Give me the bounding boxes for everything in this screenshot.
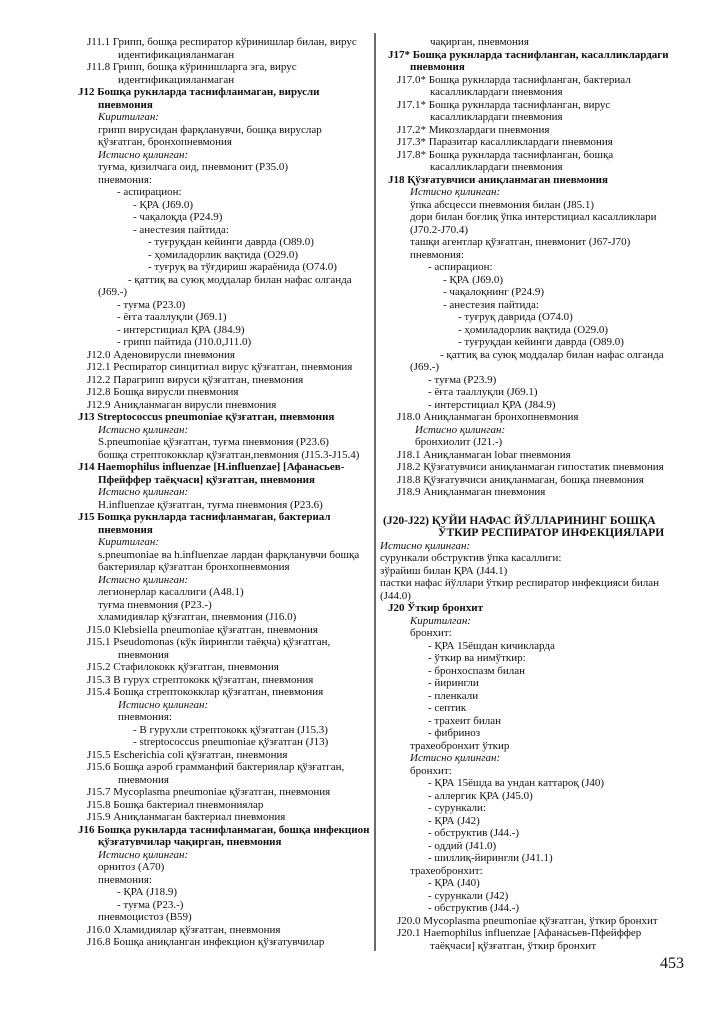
subcategory-entry: J16.8 Бошқа аниқланган инфекцион қўзғатувчилар — [87, 936, 325, 948]
list-item: - трахеит билан — [428, 714, 502, 727]
note-line: бронхит: — [410, 764, 452, 777]
list-item: - йирингли — [428, 677, 479, 689]
note-line: орнитоз (A70) — [98, 861, 165, 873]
section-j17-j18 — [380, 36, 702, 499]
subcategory-entry: J15.3 B гурух стрептококк қўзғатган, пневмония — [87, 673, 314, 686]
subcategory-entry: J12.1 Респиратор синцитиал вирус қўзғатган, пневмония — [87, 361, 353, 373]
note-line: дори билан боғлиқ ўпка интерстициал касалликлари — [410, 211, 657, 223]
list-item: - аспирацион: — [428, 261, 493, 273]
note-line: S.pneumoniae қўзғатган, туғма пневмония (P23.6) — [98, 436, 329, 448]
note-line: (J70.2-J70.4) — [410, 223, 469, 236]
note-line: (J44.0) — [380, 589, 411, 602]
list-item: - туғма (P23.0) — [117, 298, 186, 311]
inclusion-label: Истисно қилинган: — [415, 423, 506, 436]
category-heading: J20 Ўткир бронхит — [388, 602, 483, 614]
category-heading-continued: пневмония — [410, 61, 465, 73]
list-item: - туғруқ ва тўғдириш жараёнида (O74.0) — [148, 261, 337, 273]
list-item: - грипп пайтида (J10.0,J11.0) — [117, 336, 252, 348]
subcategory-continued: касалликлардаги пневмония — [430, 111, 563, 123]
inclusion-label: Киритилган: — [410, 614, 471, 627]
subcategory-entry: J17.2* Микозлардаги пневмония — [397, 123, 550, 136]
list-item: - сурункали (J42) — [428, 889, 509, 902]
subcategory-entry: J15.9 Аниқланмаган бактериал пневмония — [87, 811, 286, 823]
category-heading-continued: пневмония — [98, 98, 153, 111]
list-item: - ҚРА (J18.9) — [117, 886, 178, 898]
list-item: - аспирацион: — [117, 186, 182, 198]
list-item: - анестезия пайтида: — [133, 223, 229, 236]
list-item: - чақалоқнинг (P24.9) — [443, 286, 545, 298]
subcategory-entry: J18.2 Қўзғатувчиси аниқланмаган гипостатик пневмония — [397, 461, 664, 473]
category-heading: J17* Бошқа рукнларда таснифланган, касалликлардаги — [388, 48, 669, 61]
list-item: - оддий (J41.0) — [428, 839, 497, 852]
subcategory-entry: J17.8* Бошқа рукнларда таснифланган, бошқа — [397, 148, 614, 161]
subcategory-continued: касалликлардаги пневмония — [430, 86, 563, 98]
list-item: - ҚРА (J40) — [428, 877, 480, 889]
note-line: пневмония: — [118, 711, 173, 723]
list-item: - анестезия пайтида: — [443, 298, 539, 311]
category-heading-continued: Пфейффер таёқчаси] қўзғатган, пневмония — [98, 473, 315, 486]
list-item: - ҚРА (J69.0) — [443, 273, 504, 286]
subcategory-entry: J17.0* Бошқа рукнларда таснифланган, бактериал — [397, 73, 631, 86]
note-line: туғма пневмония (P23.-) — [98, 598, 212, 611]
list-item: - аллергик ҚРА (J45.0) — [428, 789, 533, 802]
note-line: H.influenzae қўзғатган, туғма пневмония (P23.6) — [98, 498, 323, 511]
page-number: 453 — [660, 955, 684, 972]
inclusion-label: Истисно қилинган: — [98, 148, 189, 161]
inclusion-label: Истисно қилинган: — [98, 423, 189, 436]
list-item: - туғруқ даврида (O74.0) — [458, 311, 573, 323]
note-line: (J69.-) — [410, 361, 440, 373]
note-line: грипп вирусидан фарқланувчи, бошқа вируслар — [98, 123, 322, 136]
subcategory-continued: идентификацияланмаган — [118, 73, 235, 86]
subcategory-entry: J15.1 Pseudomonas (кўк йирингли таёқча) қўзғатган, — [87, 636, 331, 648]
block-heading: (J20-J22) ҚУЙИ НАФАС ЙЎЛЛАРИНИНГ БОШҚА — [383, 514, 656, 527]
list-item: - интерстициал ҚРА (J84.9) — [117, 323, 245, 336]
inclusion-label: Истисно қилинган: — [410, 752, 501, 764]
subcategory-entry: J15.4 Бошқа стрептококклар қўзғатган, пневмония — [87, 686, 324, 698]
list-item: - сурункали: — [428, 802, 486, 814]
category-heading: J18 Қўзғатувчиси аниқланмаган пневмония — [388, 173, 608, 186]
subcategory-entry: J15.0 Klebsiella pneumoniae қўзғатган, пневмония — [87, 623, 318, 636]
note-line: пневмония: — [410, 248, 465, 261]
category-heading: J13 Streptococcus pneumoniae қўзғатган, пневмония — [78, 411, 335, 423]
category-heading: J12 Бошқа рукнларда таснифланмаган, вирусли — [78, 86, 320, 98]
note-line: қўзғатган, бронхопневмония — [98, 136, 232, 148]
note-line: бронхиолит (J21.-) — [415, 436, 503, 448]
note-line: бактериялар қўзғатган бронхопневмония — [98, 561, 290, 573]
list-item: - ҳомиладорлик вақтида (O29.0) — [148, 248, 299, 261]
list-item: - интерстициал ҚРА (J84.9) — [428, 398, 556, 411]
note-line: ташқи агентлар қўзғатган, пневмонит (J67-J70) — [410, 236, 631, 248]
note-line: пневмония: — [98, 873, 153, 886]
subcategory-entry: J18.8 Қўзғатувчиси аниқланмаган, бошқа пневмония — [397, 473, 644, 486]
right-column — [380, 36, 702, 952]
list-item: - обструктив (J44.-) — [428, 902, 520, 914]
note-line: пневмония: — [98, 173, 153, 186]
subcategory-continued: пневмония — [118, 648, 169, 661]
list-item: - шиллиқ-йирингли (J41.1) — [428, 852, 553, 864]
note-line: (J69.-) — [98, 286, 128, 298]
note-line: зўрайиш билан ҚРА (J44.1) — [380, 564, 508, 577]
list-item: - B гурухли стрептококк қўзғатган (J15.3) — [133, 723, 328, 736]
list-item: - ёғга тааллуқли (J69.1) — [428, 386, 538, 398]
note-line: туғма, қизилчага оид, пневмонит (P35.0) — [98, 161, 289, 173]
list-item: - ҳомиладорлик вақтида (O29.0) — [458, 323, 609, 336]
subcategory-entry: J15.5 Escherichia coli қўзғатган, пневмония — [87, 748, 288, 761]
subcategory-entry: J15.6 Бошқа аэроб грамманфий бактериялар қўзғатган, — [87, 761, 345, 773]
subcategory-continued: касалликлардаги пневмония — [430, 161, 563, 173]
list-item: - ҚРА 15ёшдан кичикларда — [428, 639, 555, 652]
subcategory-entry: J15.7 Mycoplasma pneumoniae қўзғатган, пневмония — [87, 786, 331, 798]
inclusion-label: Истисно қилинган: — [410, 186, 501, 198]
subcategory-entry: J12.9 Аниқланмаган вирусли пневмония — [87, 398, 277, 411]
note-line: трахеобронхит ўткир — [410, 739, 510, 752]
note-line: бошқа стрептококклар қўзғатган,певмония (J15.3-J15.4) — [98, 448, 360, 461]
note-line: сурункали обструктив ўпка касаллиги: — [380, 552, 562, 564]
category-heading-continued: қўзғатувчилар чақирган, пневмония — [98, 836, 282, 848]
inclusion-label: Киритилган: — [98, 111, 159, 123]
list-item: - туғма (P23.9) — [428, 373, 497, 386]
list-item: - ҚРА 15ёшда ва ундан каттароқ (J40) — [428, 777, 605, 789]
note-line: легионерлар касаллиги (A48.1) — [98, 586, 244, 598]
subcategory-continued: чақирган, пневмония — [430, 36, 529, 48]
list-item: - септик — [428, 702, 467, 714]
category-heading: J14 Haemophilus influenzae [H.influenzae] [Афанасьев- — [78, 461, 345, 473]
list-item: - пленкали — [428, 689, 479, 702]
list-item: - ҚРА (J69.0) — [133, 198, 194, 211]
list-item: - туғруқдан кейинги даврда (O89.0) — [148, 236, 314, 248]
subcategory-entry: J17.3* Паразитар касалликлардаги пневмония — [397, 136, 613, 148]
subcategory-entry: J18.9 Аниқланмаган пневмония — [397, 486, 546, 498]
subcategory-entry: J12.2 Парагрипп вируси қўзғатган, пневмония — [87, 373, 304, 386]
category-heading-continued: пневмония — [98, 523, 153, 536]
subcategory-entry: J18.1 Аниқланмаган lobar пневмония — [397, 448, 571, 461]
inclusion-label: Истисно қилинган: — [380, 539, 471, 552]
list-item: - фибриноз — [428, 727, 481, 739]
list-item: - streptococcus pneumoniae қўзғатган (J13) — [133, 736, 329, 748]
list-item: - туғруқдан кейинги даврда (O89.0) — [458, 336, 624, 348]
category-heading: J15 Бошқа рукнларда таснифланмаган, бактериал — [78, 511, 331, 523]
subcategory-entry: J15.8 Бошқа бактериал пневмониялар — [87, 798, 264, 811]
subcategory-entry: J20.0 Mycoplasma pneumoniae қўзғатган, ўткир бронхит — [397, 914, 658, 927]
note-line: хламидиялар қўзғатган, пневмония (J16.0) — [98, 611, 297, 623]
inclusion-label: Истисно қилинган: — [98, 848, 189, 861]
column-divider — [374, 33, 376, 951]
list-item: - туғма (P23.-) — [117, 898, 184, 911]
list-item: - қаттиқ ва суюқ моддалар билан нафас олганда — [440, 348, 664, 361]
list-item: - ёғга тааллуқли (J69.1) — [117, 311, 227, 323]
list-item: - обструктив (J44.-) — [428, 827, 520, 839]
list-item: - чақалоқда (P24.9) — [133, 211, 223, 223]
block-heading-continued: ЎТКИР РЕСПИРАТОР ИНФЕКЦИЯЛАРИ — [438, 527, 665, 539]
inclusion-label: Истисно қилинган: — [118, 698, 209, 711]
note-line: трахеобронхит: — [410, 864, 483, 877]
list-item: - ўткир ва нимўткир: — [428, 652, 526, 664]
note-line: пастки нафас йўллари ўткир респиратор инфекцияси билан — [380, 577, 660, 589]
subcategory-continued: таёқчаси] қўзғатган, ўткир бронхит — [430, 939, 596, 952]
list-item: - ҚРА (J42) — [428, 814, 480, 827]
note-line: ўпка абсцесси пневмония билан (J85.1) — [410, 198, 595, 211]
list-item: - бронхоспазм билан — [428, 664, 526, 677]
left-column — [78, 36, 374, 949]
subcategory-continued: пневмония — [118, 773, 169, 786]
inclusion-label: Киритилган: — [98, 536, 159, 548]
inclusion-label: Истисно қилинган: — [98, 486, 189, 498]
subcategory-entry: J17.1* Бошқа рукнларда таснифланган, вирус — [397, 98, 611, 111]
subcategory-entry: J18.0 Аниқланмаган бронхопневмония — [397, 411, 579, 423]
note-line: пневмоцистоз (B59) — [98, 911, 192, 923]
category-heading: J16 Бошқа рукнларда таснифланмаган, бошқа инфекцион — [78, 823, 370, 836]
subcategory-entry: J12.8 Бошқа вирусли пневмония — [87, 386, 239, 398]
subcategory-entry: J16.0 Хламидиялар қўзғатган, пневмония — [87, 923, 281, 936]
inclusion-label: Истисно қилинган: — [98, 573, 189, 586]
subcategory-entry: J20.1 Haemophilus influenzae [Афанасьев-Пфейффер — [397, 927, 642, 939]
note-line: s.pneumoniae ва h.influenzae лардан фарқланувчи бошқа — [98, 548, 360, 561]
note-line: бронхит: — [410, 627, 452, 639]
subcategory-entry: J11.1 Грипп, бошқа респиратор кўринишлар билан, вирус — [87, 36, 357, 48]
subcategory-continued: идентификацияланмаган — [118, 48, 235, 61]
subcategory-entry: J11.8 Грипп, бошқа кўринишларга эга, вирус — [87, 61, 297, 73]
section-j20-j22 — [380, 515, 702, 953]
subcategory-entry: J15.2 Стафилококк қўзғатган, пневмония — [87, 661, 279, 673]
subcategory-entry: J12.0 Аденовирусли пневмония — [87, 348, 235, 361]
list-item: - қаттиқ ва суюқ моддалар билан нафас олганда — [128, 273, 352, 286]
